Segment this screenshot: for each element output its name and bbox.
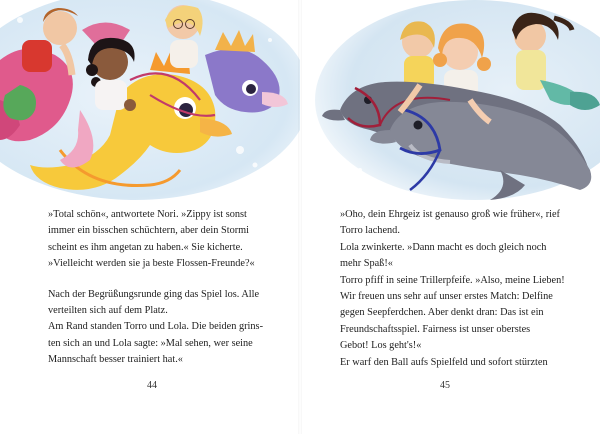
text-line: mehr Spaß!« — [340, 258, 393, 270]
paragraph-gap — [48, 273, 288, 287]
text-line: Gebot! Los geht's!« — [340, 340, 422, 352]
text-line: Am Rand standen Torro und Lola. Die beiden grins- — [48, 321, 263, 333]
text-line: Er warf den Ball aufs Spielfeld und sofort stürzten — [340, 356, 548, 368]
text-line: Freundschaftsspiel. Fairness ist unser oberstes — [340, 323, 531, 335]
text-line: verteilten sich auf dem Platz. — [48, 304, 168, 316]
text-line: Mannschaft besser trainiert hat.« — [48, 354, 183, 366]
text-line: scheint es ihm angetan zu haben.« Sie kicherte. — [48, 241, 243, 253]
text-line: Torro pfiff in seine Trillerpfeife. »Also, meine Lieben! — [340, 274, 565, 286]
text-line: »Oho, dein Ehrgeiz ist genauso groß wie früher«, rief — [340, 209, 560, 220]
text-line: Wir freuen uns sehr auf unser erstes Match: Delfine — [340, 290, 553, 302]
text-line: gegen Seepferdchen. Aber denkt dran: Das ist ein — [340, 307, 544, 319]
dolphin-illustration — [300, 0, 600, 205]
book-gutter — [298, 0, 302, 434]
text-line: Nach der Begrüßungsrunde ging das Spiel los. Alle — [48, 288, 260, 300]
text-line: »Total schön«, antwortete Nori. »Zippy ist sonst — [48, 209, 247, 220]
page-number: 45 — [440, 380, 450, 391]
right-text — [340, 207, 570, 371]
seahorse-illustration — [0, 0, 300, 205]
right-page — [300, 0, 600, 434]
text-line: immer ein bisschen schüchtern, aber dein Stormi — [48, 225, 250, 237]
text-line: ten sich an und Lola sagte: »Mal sehen, wer seine — [48, 337, 253, 349]
text-line: Lola zwinkerte. »Dann macht es doch gleich noch — [340, 241, 547, 253]
text-line: Torro lachend. — [340, 225, 400, 237]
page-number: 44 — [147, 380, 157, 391]
text-line: »Vielleicht werden sie ja beste Flossen-Freunde?« — [48, 258, 255, 270]
left-text — [48, 207, 288, 369]
